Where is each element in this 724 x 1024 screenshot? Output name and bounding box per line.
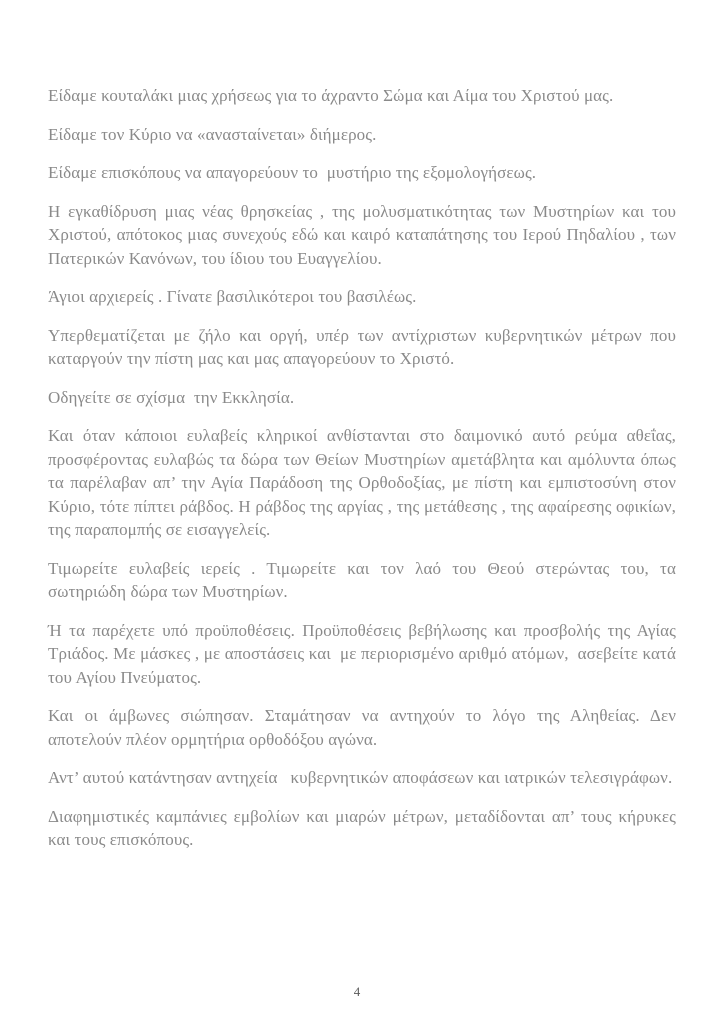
paragraph: Αντ’ αυτού κατάντησαν αντηχεία κυβερνητικών αποφάσεων και ιατρικών τελεσιγράφων.: [48, 768, 673, 787]
text-body: [48, 84, 685, 867]
paragraph: Τιμωρείτε ευλαβείς ιερείς . Τιμωρείτε και τον λαό του Θεού στερώντας του, τα σωτηριώδη δώρα των Μυστηρίων.: [48, 558, 681, 601]
paragraph: Και οι άμβωνες σιώπησαν. Σταμάτησαν να αντηχούν το λόγο της Αληθείας. Δεν αποτελούν πλέον ορμητήρια ορθοδόξου αγώνα.: [48, 706, 681, 749]
paragraph: Ή τα παρέχετε υπό προϋποθέσεις. Προϋποθέσεις βεβήλωσης και προσβολής της Αγίας Τριάδος. Με μάσκες , με αποστάσεις και με περιορισμένο αριθμό ατόμων, ασεβείτε κατά του Αγίου Πνεύματος.: [48, 620, 681, 687]
paragraph: Είδαμε τον Κύριο να «ανασταίνεται» διήμερος.: [48, 124, 377, 144]
paragraph: Η εγκαθίδρυση μιας νέας θρησκείας , της μολυσματικότητας των Μυστηρίων και του Χριστού, απότοκος μιας συνεχούς εδώ και καιρό καταπάτησης του Ιερού Πηδαλίου , των Πατερικών Κανόνων, του ίδιου του Ευαγγελίου.: [48, 201, 681, 268]
paragraph: Άγιοι αρχιερείς . Γίνατε βασιλικότεροι του βασιλέως.: [48, 287, 417, 306]
paragraph: Οδηγείτε σε σχίσμα την Εκκλησία.: [48, 387, 295, 407]
paragraph: Είδαμε κουταλάκι μιας χρήσεως για το άχραντο Σώμα και Αίμα του Χριστού μας.: [48, 86, 614, 105]
page-number: 4: [353, 984, 361, 999]
paragraph: Υπερθεματίζεται με ζήλο και οργή, υπέρ των αντίχριστων κυβερνητικών μέτρων που καταργούν την πίστη μας και μας απαγορεύουν το Χριστό.: [48, 325, 681, 368]
paragraph: Και όταν κάποιοι ευλαβείς κληρικοί ανθίστανται στο δαιμονικό αυτό ρεύμα αθεΐας, προσφέροντας ευλαβώς τα δώρα των Θείων Μυστηρίων αμετάβλητα και αμόλυντα όπως τα παρέλαβαν απ’ την Αγία Παράδοση της Ορθοδοξίας, με πίστη και εμπιστοσύνη στον Κύριο, τότε πίπτει ράβδος. Η ράβδος της αργίας , της μετάθεσης , της αφαίρεσης οφικίων, της παραπομπής σε εισαγγελείς.: [48, 426, 685, 539]
paragraph: Είδαμε επισκόπους να απαγορεύουν το μυστήριο της εξομολογήσεως.: [48, 163, 537, 182]
paragraph: Διαφημιστικές καμπάνιες εμβολίων και μιαρών μέτρων, μεταδίδονται απ’ τους κήρυκες και τους επισκόπους.: [48, 806, 681, 849]
